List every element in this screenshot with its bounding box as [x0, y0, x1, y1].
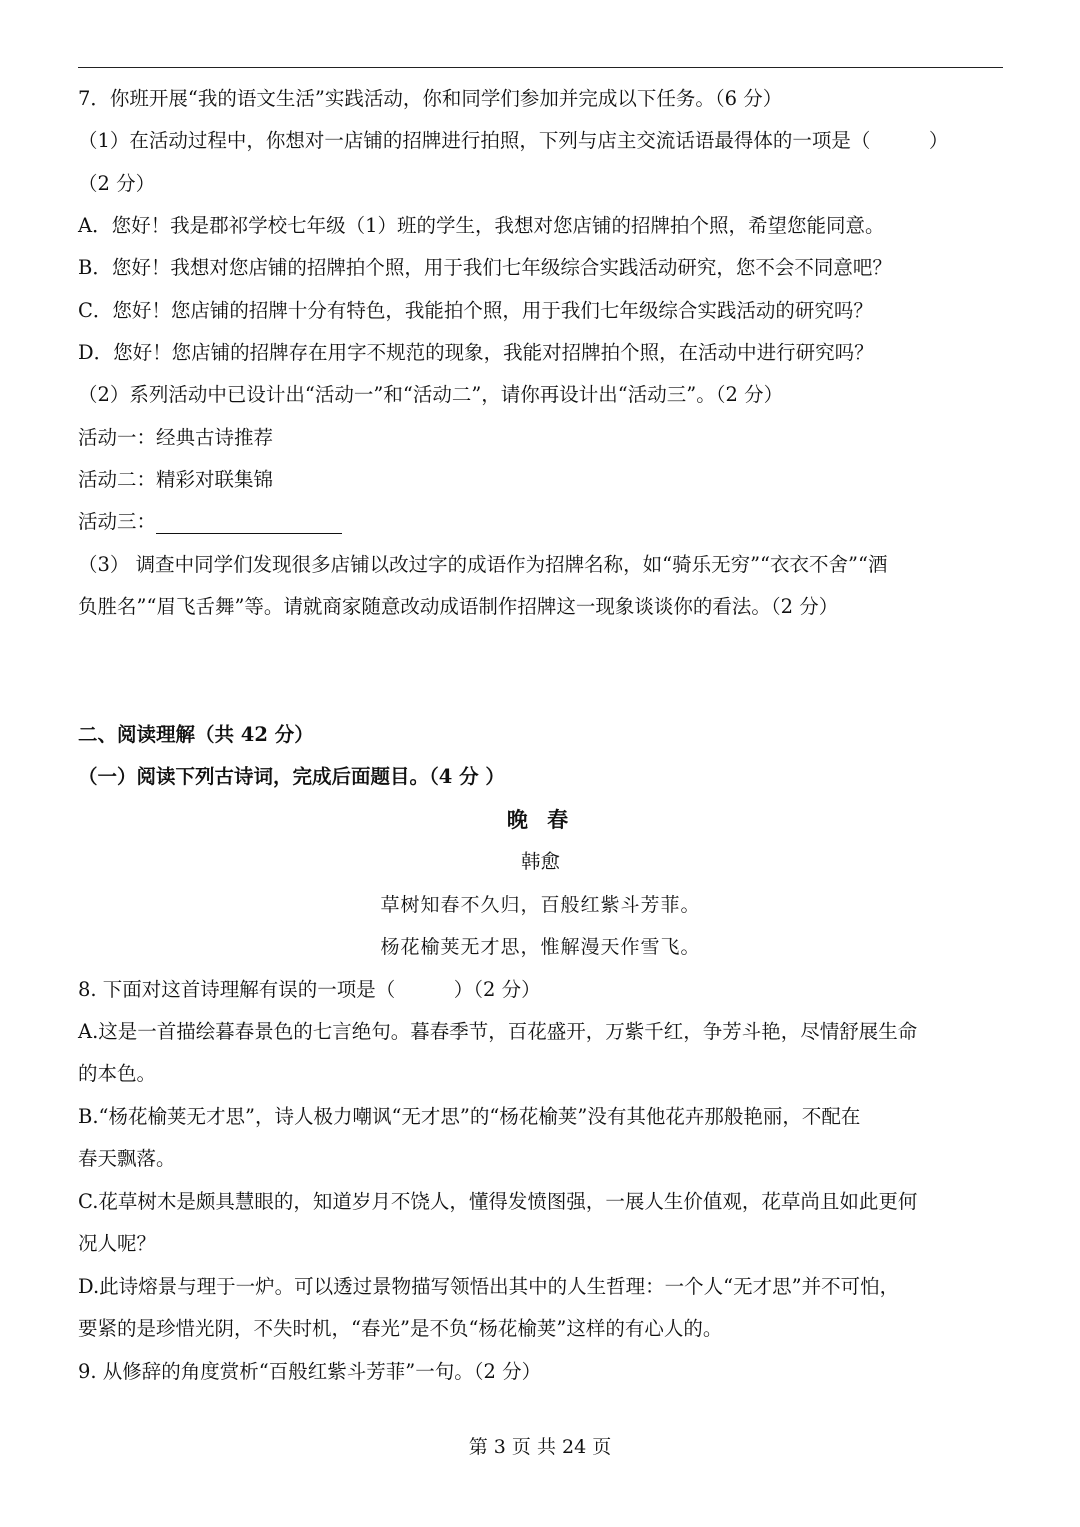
subsection-heading: （一）阅读下列古诗词，完成后面题目。（4 分 ）	[78, 765, 505, 788]
header-rule	[78, 67, 1003, 68]
q7-option-a: A．您好！我是郡祁学校七年级（1）班的学生，我想对您店铺的招牌拍个照，希望您能同意。	[78, 214, 885, 237]
activity-one: 活动一：经典古诗推荐	[78, 426, 274, 449]
q8-option-a-line1: A.这是一首描绘暮春景色的七言绝句。暮春季节，百花盛开，万紫千红，争芳斗艳，尽情舒展生命	[78, 1020, 918, 1043]
section-heading: 二、阅读理解（共 42 分）	[78, 723, 314, 746]
q7-part1-line2: （2 分）	[78, 172, 156, 195]
q7-part2: （2）系列活动中已设计出“活动一”和“活动二”，请你再设计出“活动三”。（2 分）	[78, 383, 784, 406]
poem-line-2: 杨花榆荚无才思，惟解漫天作雪飞。	[380, 936, 701, 958]
q8-option-b-line2: 春天飘落。	[78, 1147, 176, 1170]
q8-stem: 8. 下面对这首诗理解有误的一项是（ ）（2 分）	[78, 978, 541, 1001]
q7-option-b: B．您好！我想对您店铺的招牌拍个照，用于我们七年级综合实践活动研究，您不会不同意吧？	[78, 256, 892, 279]
q7-option-d: D．您好！您店铺的招牌存在用字不规范的现象，我能对招牌拍个照，在活动中进行研究吗？	[78, 341, 874, 364]
q8-option-c-line1: C.花草树木是颇具慧眼的，知道岁月不饶人，懂得发愤图强，一展人生价值观，花草尚且如此更何	[78, 1190, 918, 1213]
q8-option-d-line1: D.此诗熔景与理于一炉。可以透过景物描写领悟出其中的人生哲理：一个人“无才思”并不可怕，	[78, 1275, 900, 1298]
q8-option-c-line2: 况人呢？	[78, 1232, 157, 1255]
activity-three-blank[interactable]	[156, 513, 342, 534]
q8-option-a-line2: 的本色。	[78, 1062, 157, 1085]
q7-part1-line1: （1）在活动过程中，你想对一店铺的招牌进行拍照，下列与店主交流话语最得体的一项是（ ）	[78, 129, 949, 152]
q7-stem: 7．你班开展“我的语文生活”实践活动，你和同学们参加并完成以下任务。（6 分）	[78, 87, 783, 110]
activity-three	[78, 508, 1003, 536]
q7-option-c: C．您好！您店铺的招牌十分有特色，我能拍个照，用于我们七年级综合实践活动的研究吗？	[78, 299, 873, 322]
q8-option-b-line1: B.“杨花榆荚无才思”，诗人极力嘲讽“无才思”的“杨花榆荚”没有其他花卉那般艳丽，不配在	[78, 1105, 861, 1128]
activity-three-label: 活动三：	[78, 510, 157, 533]
poem-author: 韩愈	[520, 850, 560, 873]
page-footer: 第 3 页 共 24 页	[468, 1436, 612, 1458]
q9-stem: 9. 从修辞的角度赏析“百般红紫斗芳菲”一句。（2 分）	[78, 1360, 542, 1383]
activity-two: 活动二：精彩对联集锦	[78, 468, 274, 491]
q7-part3-line2: 负胜名”“眉飞舌舞”等。请就商家随意改动成语制作招牌这一现象谈谈你的看法。（2 分）	[78, 595, 839, 618]
q8-option-d-line2: 要紧的是珍惜光阴，不失时机，“春光”是不负“杨花榆荚”这样的有心人的。	[78, 1317, 723, 1340]
poem-line-1: 草树知春不久归，百般红紫斗芳菲。	[380, 894, 701, 916]
poem-title: 晚 春	[506, 807, 575, 832]
q7-part3-line1: （3） 调查中同学们发现很多店铺以改过字的成语作为招牌名称，如“骑乐无穷”“衣衣不舍”“酒	[78, 553, 888, 576]
